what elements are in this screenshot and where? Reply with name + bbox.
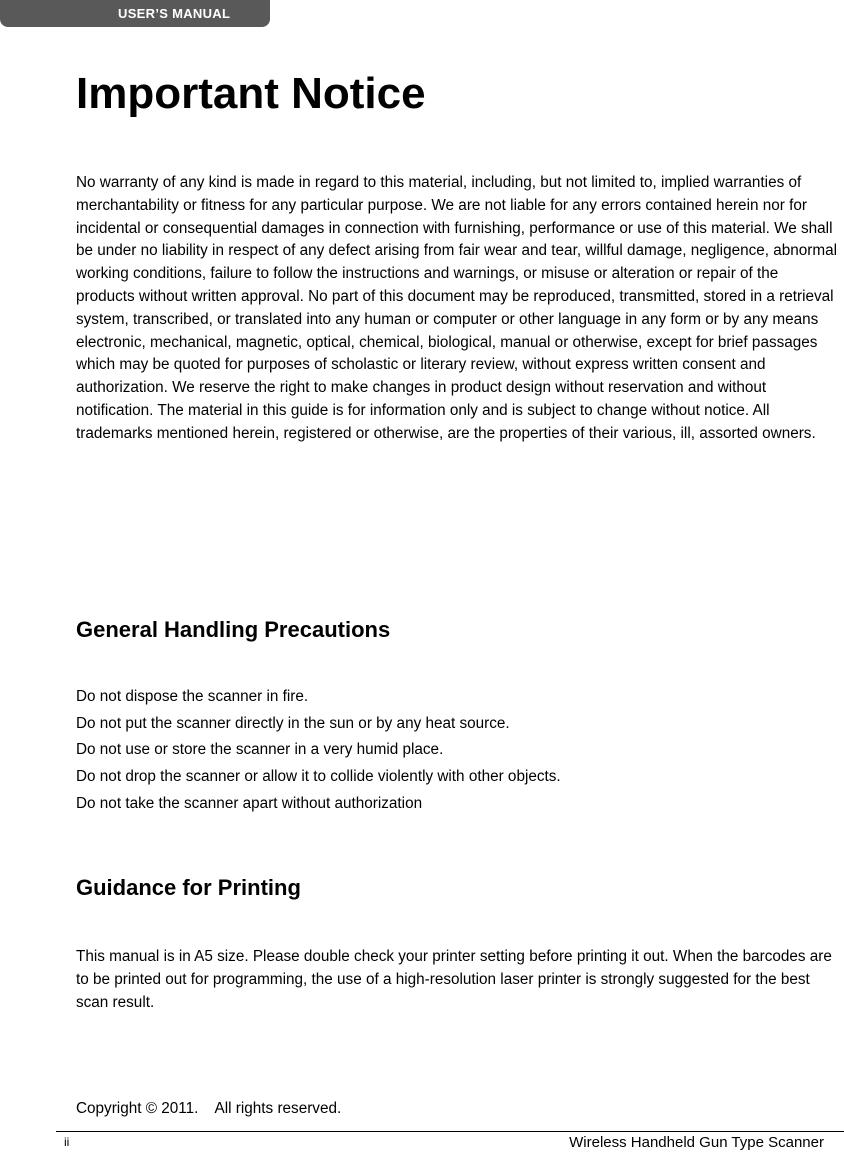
list-item: Do not take the scanner apart without authorization [76, 794, 423, 812]
handling-heading: General Handling Precautions [76, 617, 391, 642]
handling-list [76, 684, 561, 818]
manual-header-tab [0, 0, 270, 27]
list-item: Do not dispose the scanner in fire. [76, 688, 309, 705]
footer-product-name: Wireless Handheld Gun Type Scanner [569, 1134, 824, 1151]
copyright-notice: Copyright © 2011. All rights reserved. [76, 1100, 342, 1117]
page-number: ii [64, 1135, 70, 1149]
list-item: Do not drop the scanner or allow it to collide violently with other objects. [76, 768, 561, 786]
header-label: USER’S MANUAL [118, 6, 231, 21]
page-title: Important Notice [76, 69, 426, 118]
list-item: Do not use or store the scanner in a very humid place. [76, 741, 444, 759]
printing-paragraph: This manual is in A5 size. Please double check your printer setting before printing it out. When the barcodes are to be printed out for programming, the use of a high-resolution laser printer is strongly suggested for the best scan result. [76, 948, 832, 1011]
printing-heading: Guidance for Printing [76, 875, 301, 900]
list-item: Do not put the scanner directly in the sun or by any heat source. [76, 714, 510, 732]
warranty-paragraph: No warranty of any kind is made in regard to this material, including, but not limited to, implied warranties of merchantability or fitness for any particular purpose. We are not liable for any errors contained herein nor for incidental or consequential damages in connection with furnishing, performance or use of this material. We shall be under no liability in respect of any defect arising from fair wear and tear, willful damage, negligence, abnormal working conditions, failure to follow the instructions and warnings, or misuse or alteration or repair of the products without written approval. No part of this document may be reproduced, transmitted, stored in a retrieval system, transcribed, or translated into any human or computer or other language in any form or by any means electronic, mechanical, magnetic, optical, chemical, biological, manual or otherwise, except for brief passages which may be quoted for purposes of scholastic or literary review, without express written consent and authorization. We reserve the right to make changes in product design without reservation and without notification. The material in this guide is for information only and is subject to change without notice. All trademarks mentioned herein, registered or otherwise, are the properties of their various, ill, assorted owners. [76, 174, 838, 442]
